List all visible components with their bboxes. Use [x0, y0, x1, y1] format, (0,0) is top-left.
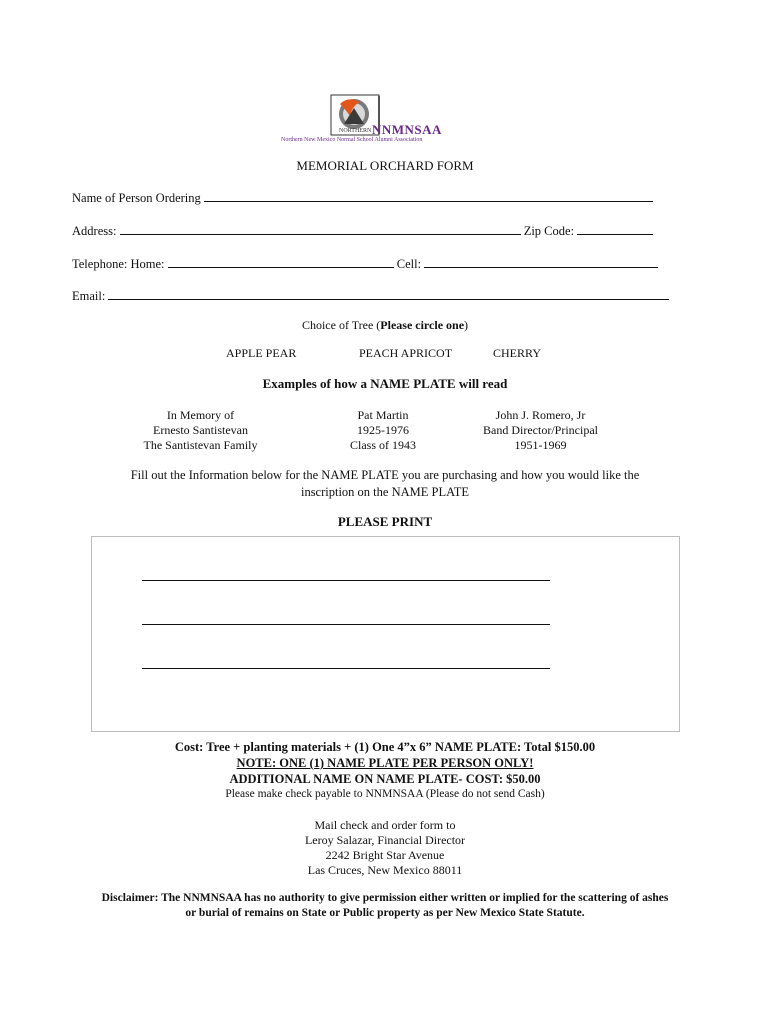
- tree-choice-prompt: [0, 318, 770, 333]
- tree-option-cherry[interactable]: CHERRY: [493, 346, 542, 360]
- please-print-heading: PLEASE PRINT: [337, 514, 433, 529]
- cell-input-line[interactable]: [424, 255, 658, 268]
- example-line: 1951-1969: [514, 438, 567, 452]
- cost-additional: ADDITIONAL NAME ON NAME PLATE- COST: $50.00: [229, 772, 541, 786]
- tree-choice-prefix: Choice of Tree (: [301, 318, 381, 332]
- name-input-line[interactable]: [204, 189, 653, 202]
- telephone-field-row: [72, 255, 658, 272]
- address-field-row: [72, 222, 653, 239]
- name-label: Name of Person Ordering: [72, 191, 201, 205]
- mail-line-4: Las Cruces, New Mexico 88011: [307, 863, 463, 877]
- cost-payable: Please make check payable to NNMNSAA (Please do not send Cash): [225, 788, 545, 800]
- example-line: John J. Romero, Jr: [495, 408, 586, 422]
- name-plate-box: [91, 536, 680, 732]
- instructions-line-2: inscription on the NAME PLATE: [300, 485, 470, 499]
- example-line: Band Director/Principal: [483, 423, 598, 437]
- logo-tagline: Northern New Mexico Normal School Alumni Association: [281, 137, 423, 143]
- email-input-line[interactable]: [108, 287, 669, 300]
- logo-word-small: NORTHERN: [339, 128, 372, 134]
- example-line: 1925-1976: [357, 423, 409, 437]
- example-line: Pat Martin: [357, 408, 409, 422]
- cell-label: Cell:: [396, 257, 422, 271]
- tree-choice-bold: Please circle one: [380, 318, 465, 332]
- name-plate-line-2[interactable]: [142, 624, 550, 625]
- email-field-row: [72, 287, 669, 304]
- mail-line-1: Mail check and order form to: [314, 818, 456, 832]
- zip-input-line[interactable]: [577, 222, 653, 235]
- mail-line-2: Leroy Salazar, Financial Director: [304, 833, 466, 847]
- cost-note: NOTE: ONE (1) NAME PLATE PER PERSON ONLY!: [236, 756, 534, 770]
- address-input-line[interactable]: [120, 222, 521, 235]
- instructions-line-1: Fill out the Information below for the NAME PLATE you are purchasing and how you would like the: [130, 468, 640, 482]
- name-plate-line-1[interactable]: [142, 580, 550, 581]
- name-field-row: [72, 189, 653, 206]
- email-label: Email:: [72, 289, 106, 303]
- examples-heading: Examples of how a NAME PLATE will read: [262, 376, 508, 391]
- mail-line-3: 2242 Bright Star Avenue: [325, 848, 445, 862]
- example-column-1: [128, 408, 273, 453]
- example-column-2: [328, 408, 438, 453]
- example-line: The Santistevan Family: [143, 438, 258, 452]
- address-label: Address:: [72, 224, 117, 238]
- example-column-3: [468, 408, 613, 453]
- disclaimer-line-2: or burial of remains on State or Public property as per New Mexico State Statute.: [185, 907, 585, 919]
- example-line: In Memory of: [166, 408, 235, 422]
- zip-label: Zip Code:: [523, 224, 575, 238]
- form-title: MEMORIAL ORCHARD FORM: [296, 158, 474, 173]
- example-line: Ernesto Santistevan: [153, 423, 248, 437]
- telephone-input-line[interactable]: [168, 255, 394, 268]
- cost-line-1: Cost: Tree + planting materials + (1) One 4”x 6” NAME PLATE: Total $150.00: [174, 740, 596, 754]
- telephone-label: Telephone: Home:: [72, 257, 165, 271]
- tree-option-peach-apricot[interactable]: PEACH APRICOT: [359, 346, 453, 360]
- example-line: Class of 1943: [350, 438, 416, 452]
- tree-choice-suffix: ): [464, 318, 469, 332]
- tree-option-apple-pear[interactable]: APPLE PEAR: [226, 346, 297, 360]
- disclaimer-line-1: Disclaimer: The NNMNSAA has no authority to give permission either written or implied for the scattering of ashes: [101, 892, 669, 904]
- name-plate-line-3[interactable]: [142, 668, 550, 669]
- logo-word-main: NNMNSAA: [372, 122, 442, 137]
